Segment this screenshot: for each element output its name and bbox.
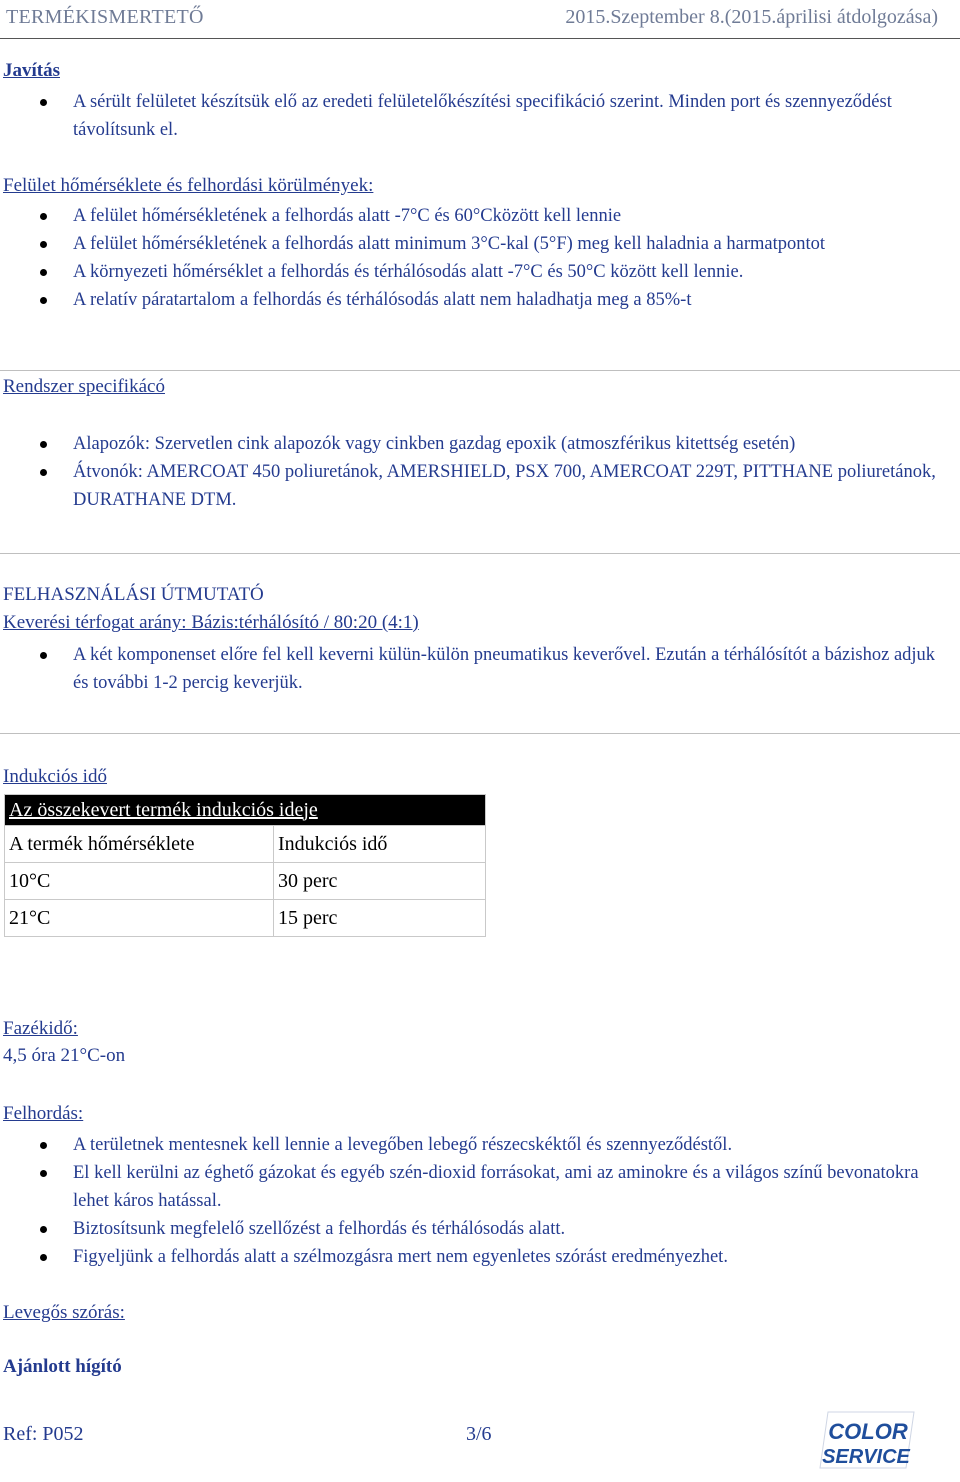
table-cell: 30 perc bbox=[274, 863, 486, 900]
header-date: 2015.Szeptember 8.(2015.áprilisi átdolgozása) bbox=[565, 6, 938, 28]
svg-text:COLOR: COLOR bbox=[828, 1419, 908, 1444]
column-header: A termék hőmérséklete bbox=[5, 826, 274, 863]
induction-table bbox=[4, 794, 486, 937]
divider bbox=[0, 553, 960, 554]
table-cell: 15 perc bbox=[274, 900, 486, 937]
rendszer-heading: Rendszer specifikácó bbox=[3, 376, 165, 397]
indukcio-heading: Indukciós idő bbox=[3, 766, 107, 787]
divider bbox=[0, 733, 960, 734]
list-item: Biztosítsunk megfelelő szellőzést a felhordás és térhálósodás alatt. bbox=[0, 1215, 945, 1243]
felhordas-list bbox=[0, 1131, 945, 1271]
svg-text:SERVICE: SERVICE bbox=[822, 1446, 910, 1468]
table-cell: 21°C bbox=[5, 900, 274, 937]
rendszer-list bbox=[0, 430, 945, 514]
utmutato-list bbox=[0, 641, 945, 697]
list-item: Átvonók: AMERCOAT 450 poliuretánok, AMERSHIELD, PSX 700, AMERCOAT 229T, PITTHANE poliuretánok, DURATHANE DTM. bbox=[0, 458, 945, 514]
fazekido-heading: Fazékidő: bbox=[3, 1018, 78, 1039]
list-item: A területnek mentesnek kell lennie a levegőben lebegő részecskéktől és szennyeződéstől. bbox=[0, 1131, 945, 1159]
javitas-list bbox=[0, 88, 945, 144]
page-number: 3/6 bbox=[466, 1423, 492, 1445]
color-service-logo bbox=[818, 1408, 918, 1472]
table-title-row bbox=[5, 795, 486, 826]
list-item: A sérült felületet készítsük elő az eredeti felületelőkészítési specifikáció szerint. Minden port és szennyeződést távolítsunk el. bbox=[0, 88, 945, 144]
header-divider bbox=[0, 38, 960, 39]
utmutato-heading: FELHASZNÁLÁSI ÚTMUTATÓ bbox=[3, 584, 264, 605]
header-title: TERMÉKISMERTETŐ bbox=[6, 6, 204, 28]
javitas-heading: Javítás bbox=[3, 60, 60, 81]
page-header bbox=[0, 6, 960, 30]
column-header: Indukciós idő bbox=[274, 826, 486, 863]
table-row bbox=[5, 863, 486, 900]
divider bbox=[0, 370, 960, 371]
table-cell: 10°C bbox=[5, 863, 274, 900]
levegos-heading: Levegős szórás: bbox=[3, 1302, 125, 1323]
list-item: Alapozók: Szervetlen cink alapozók vagy cinkben gazdag epoxik (atmoszférikus kitettség esetén) bbox=[0, 430, 945, 458]
table-header-row bbox=[5, 826, 486, 863]
fazekido-value: 4,5 óra 21°C-on bbox=[3, 1045, 126, 1066]
keveresi-heading: Keverési térfogat arány: Bázis:térhálósító / 80:20 (4:1) bbox=[3, 612, 419, 633]
ajanlott-heading: Ajánlott hígító bbox=[3, 1356, 122, 1377]
list-item: A környezeti hőmérséklet a felhordás és térhálósodás alatt -7°C és 50°C között kell lennie. bbox=[0, 258, 945, 286]
table-row bbox=[5, 900, 486, 937]
list-item: A relatív páratartalom a felhordás és térhálósodás alatt nem haladhatja meg a 85%-t bbox=[0, 286, 945, 314]
list-item: El kell kerülni az éghető gázokat és egyéb szén-dioxid forrásokat, ami az aminokre és a világos színű bevonatokra lehet káros hatással. bbox=[0, 1159, 945, 1215]
felulet-list bbox=[0, 202, 945, 314]
list-item: A két komponenset előre fel kell keverni külün-külön pneumatikus keverővel. Ezután a térhálósítót a bázishoz adjuk és további 1-2 percig keverjük. bbox=[0, 641, 945, 697]
list-item: A felület hőmérsékletének a felhordás alatt minimum 3°C-kal (5°F) meg kell haladnia a harmatpontot bbox=[0, 230, 945, 258]
felulet-heading: Felület hőmérséklete és felhordási körülmények: bbox=[3, 175, 374, 196]
felhordas-heading: Felhordás: bbox=[3, 1103, 84, 1124]
list-item: Figyeljünk a felhordás alatt a szélmozgásra mert nem egyenletes szórást eredményezhet. bbox=[0, 1243, 945, 1271]
list-item: A felület hőmérsékletének a felhordás alatt -7°C és 60°Cközött kell lennie bbox=[0, 202, 945, 230]
footer-ref: Ref: P052 bbox=[3, 1423, 84, 1445]
table-title: Az összekevert termék indukciós ideje bbox=[5, 795, 486, 826]
